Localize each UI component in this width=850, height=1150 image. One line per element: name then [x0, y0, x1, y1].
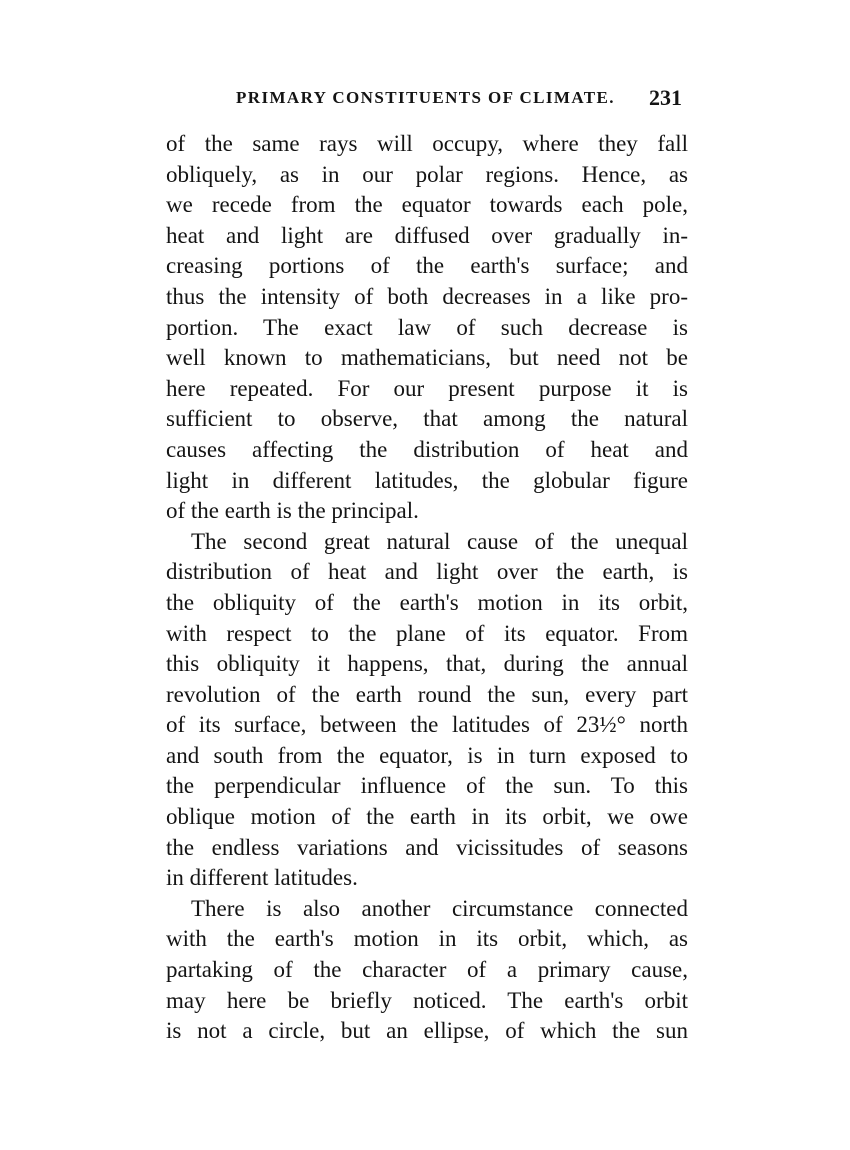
text-line: well known to mathematicians, but need not be	[166, 345, 688, 371]
text-line: this obliquity it happens, that, during the annual	[166, 651, 688, 677]
text-line: the endless variations and vicissitudes of seasons	[166, 834, 688, 860]
text-line: The second great natural cause of the unequal	[191, 528, 688, 554]
text-line: There is also another circumstance connected	[191, 895, 688, 921]
running-title: PRIMARY CONSTITUENTS OF CLIMATE.	[236, 88, 615, 107]
body-text	[166, 129, 688, 1047]
text-line: oblique motion of the earth in its orbit, we owe	[166, 804, 688, 830]
text-line: obliquely, as in our polar regions. Hence, as	[166, 161, 688, 187]
paragraph-2	[166, 527, 688, 894]
text-line: portion. The exact law of such decrease is	[166, 314, 688, 340]
text-line: sufficient to observe, that among the natural	[166, 406, 688, 432]
text-line: of its surface, between the latitudes of 23½° north	[166, 712, 688, 738]
text-line: the obliquity of the earth's motion in its orbit,	[166, 589, 688, 615]
text-line: thus the intensity of both decreases in a like pro-	[166, 283, 688, 309]
text-line: we recede from the equator towards each pole,	[166, 192, 688, 218]
text-line: may here be briefly noticed. The earth's orbit	[166, 987, 688, 1013]
text-line: distribution of heat and light over the earth, is	[166, 559, 688, 585]
text-line: and south from the equator, is in turn exposed to	[166, 742, 688, 768]
text-line: in different latitudes.	[166, 865, 358, 891]
text-line: heat and light are diffused over gradually in-	[166, 222, 688, 248]
text-line: is not a circle, but an ellipse, of which the sun	[166, 1018, 688, 1044]
text-line: here repeated. For our present purpose it is	[166, 375, 688, 401]
text-line: with respect to the plane of its equator. From	[166, 620, 688, 646]
paragraph-3	[166, 894, 688, 1047]
text-line: partaking of the character of a primary cause,	[166, 957, 688, 983]
paragraph-1	[166, 129, 688, 527]
text-line: causes affecting the distribution of heat and	[166, 436, 688, 462]
text-line: the perpendicular influence of the sun. To this	[166, 773, 688, 799]
text-line: with the earth's motion in its orbit, which, as	[166, 926, 688, 952]
text-line: creasing portions of the earth's surface; and	[166, 253, 688, 279]
text-line: of the same rays will occupy, where they fall	[166, 131, 688, 156]
text-line: light in different latitudes, the globular figure	[166, 467, 688, 493]
page-number: 231	[649, 85, 682, 110]
text-line: revolution of the earth round the sun, every part	[166, 681, 688, 707]
text-line: of the earth is the principal.	[166, 498, 419, 524]
running-header	[166, 85, 686, 118]
